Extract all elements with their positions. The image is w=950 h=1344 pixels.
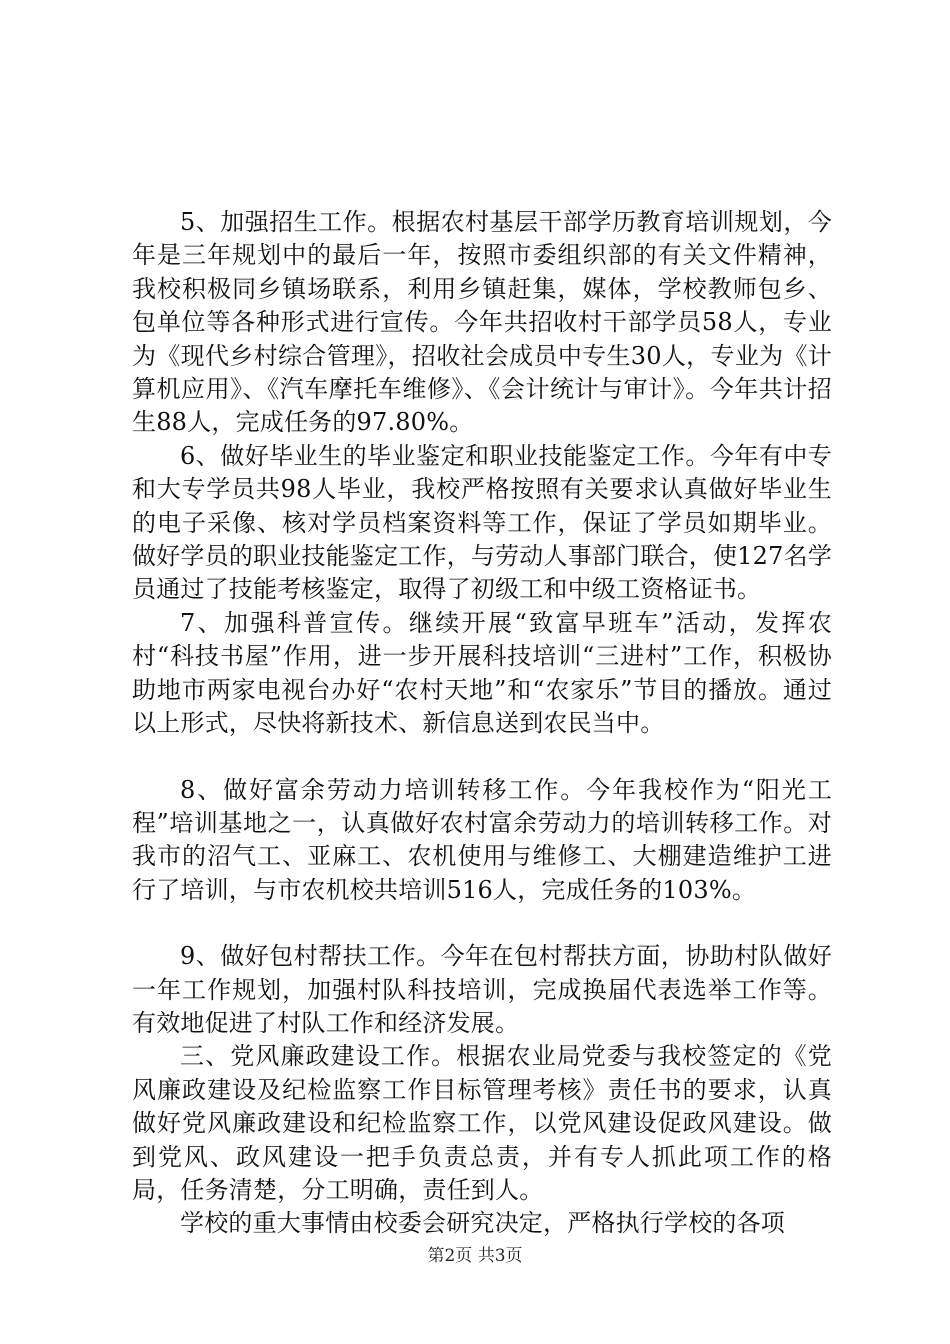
- document-body: [132, 206, 832, 1241]
- paragraph-enrollment: 5、加强招生工作。根据农村基层干部学历教育培训规划，今年是三年规划中的最后一年，按照市委组织部的有关文件精神，我校积极同乡镇场联系，利用乡镇赶集，媒体，学校教师包乡、包单位等各种形式进行宣传。今年共招收村干部学员58人，专业为《现代乡村综合管理》，招收社会成员中专生30人，专业为《计算机应用》、《汽车摩托车维修》、《会计统计与审计》。今年共计招生88人，完成任务的97.80%。: [132, 208, 832, 437]
- page-number-footer: 第2页 共3页: [427, 1246, 523, 1266]
- paragraph-village-support: 9、做好包村帮扶工作。今年在包村帮扶方面，协助村队做好一年工作规划，加强村队科技培训，完成换届代表选举工作等。有效地促进了村队工作和经济发展。: [132, 942, 832, 1037]
- paragraph-graduation: 6、做好毕业生的毕业鉴定和职业技能鉴定工作。今年有中专和大专学员共98人毕业，我校严格按照有关要求认真做好毕业生的电子采像、核对学员档案资料等工作，保证了学员如期毕业。做好学员的职业技能鉴定工作，与劳动人事部门联合，使127名学员通过了技能考核鉴定，取得了初级工和中级工资格证书。: [132, 441, 832, 604]
- paragraph-spacer: [132, 741, 832, 774]
- paragraph-labor-training: 8、做好富余劳动力培训转移工作。今年我校作为“阳光工程”培训基地之一，认真做好农村富余劳动力的培训转移工作。对我市的沼气工、亚麻工、农机使用与维修工、大棚建造维护工进行了培训，与市农机校共培训516人，完成任务的103%。: [132, 775, 832, 904]
- paragraph-science-popularization: 7、加强科普宣传。继续开展“致富早班车”活动，发挥农村“科技书屋”作用，进一步开展科技培训“三进村”工作，积极协助地市两家电视台办好“农村天地”和“农家乐”节目的播放。通过以上形式，尽快将新技术、新信息送到农民当中。: [132, 608, 832, 738]
- paragraph-school-decisions: 学校的重大事情由校委会研究决定，严格执行学校的各项: [180, 1209, 785, 1238]
- paragraph-party-integrity: 三、党风廉政建设工作。根据农业局党委与我校签定的《党风廉政建设及纪检监察工作目标管理考核》责任书的要求，认真做好党风廉政建设和纪检监察工作，以党风建设促政风建设。做到党风、政风建设一把手负责总责，并有专人抓此项工作的格局，任务清楚，分工明确，责任到人。: [132, 1042, 832, 1204]
- paragraph-spacer: [132, 907, 832, 940]
